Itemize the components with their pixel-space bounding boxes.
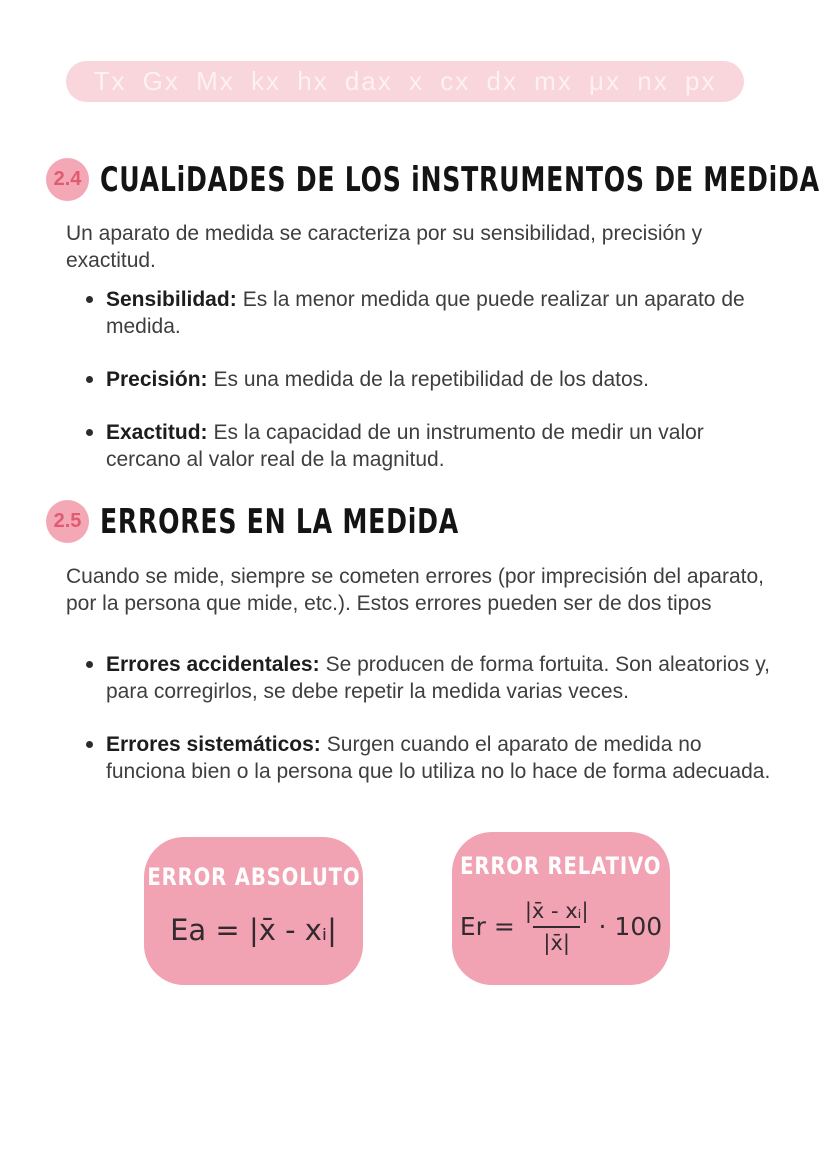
unit-prefixes-banner [66, 61, 744, 102]
list-item-body [106, 286, 776, 340]
bullet-dot [86, 376, 93, 383]
section-title-2-5: ERRORES EN LA MEDiDA [100, 501, 459, 542]
list-item [86, 366, 776, 393]
bullet-dot [86, 741, 93, 748]
unit-prefixes-text: Tx Gx Mx kx hx dax x cx dx mx μx nx px [93, 66, 717, 96]
term-label: Precisión: [106, 368, 208, 391]
bullet-dot [86, 429, 93, 436]
term-label: Exactitud: [106, 421, 208, 444]
section-heading-2-4 [46, 158, 828, 201]
section-badge-2-5: 2.5 [46, 500, 89, 543]
list-item [86, 286, 776, 340]
section-intro-2-5: Cuando se mide, siempre se cometen errores (por imprecisión del aparato, por la persona que mide, etc.). Estos errores pueden ser de dos tipos [66, 565, 764, 615]
bullet-dot [86, 661, 93, 668]
term-definition: Es una medida de la repetibilidad de los datos. [213, 368, 649, 391]
section-intro-2-4: Un aparato de medida se caracteriza por su sensibilidad, precisión y exactitud. [66, 222, 703, 272]
fraction-numerator: |x̄ - xᵢ| [524, 898, 589, 923]
term-definition: Es la menor medida que puede realizar un aparato de medida. [106, 288, 745, 338]
term-definition: Surgen cuando el aparato de medida no funciona bien o la persona que lo utiliza no lo hace de forma adecuada. [106, 733, 771, 783]
section-title-2-4: CUALiDADES DE LOS iNSTRUMENTOS DE MEDiDA [100, 159, 820, 200]
list-item-body [106, 731, 776, 785]
list-item [86, 731, 776, 785]
term-definition: Es la capacidad de un instrumento de medir un valor cercano al valor real de la magnitud. [106, 421, 704, 471]
term-label: Errores sistemáticos: [106, 733, 321, 756]
section-heading-2-5 [46, 500, 585, 543]
section-badge-2-4: 2.4 [46, 158, 89, 201]
list-item [86, 419, 776, 473]
fraction-denominator: |x̄| [533, 926, 580, 956]
term-label: Sensibilidad: [106, 288, 237, 311]
absolute-error-card-title: ERROR ABSOLUTO [146, 863, 361, 891]
relative-error-card-title: ERROR RELATIVO [460, 852, 662, 880]
term-definition: Se producen de forma fortuita. Son aleatorios y, para corregirlos, se debe repetir la medida varias veces. [106, 653, 770, 703]
list-item-body [106, 366, 649, 393]
list-item-body [106, 651, 776, 705]
relative-error-card [452, 832, 670, 985]
formula-fraction [522, 898, 592, 956]
term-label: Errores accidentales: [106, 653, 320, 676]
relative-error-formula [460, 880, 662, 985]
formula-prefix: Er = [459, 912, 515, 941]
formula-suffix: · 100 [598, 912, 663, 941]
list-item [86, 651, 776, 705]
errors-list [86, 651, 776, 811]
bullet-dot [86, 296, 93, 303]
list-item-body [106, 419, 776, 473]
qualities-list [86, 286, 776, 499]
absolute-error-card [144, 837, 363, 985]
absolute-error-formula: Ea = |x̄ - xᵢ| [170, 913, 337, 947]
